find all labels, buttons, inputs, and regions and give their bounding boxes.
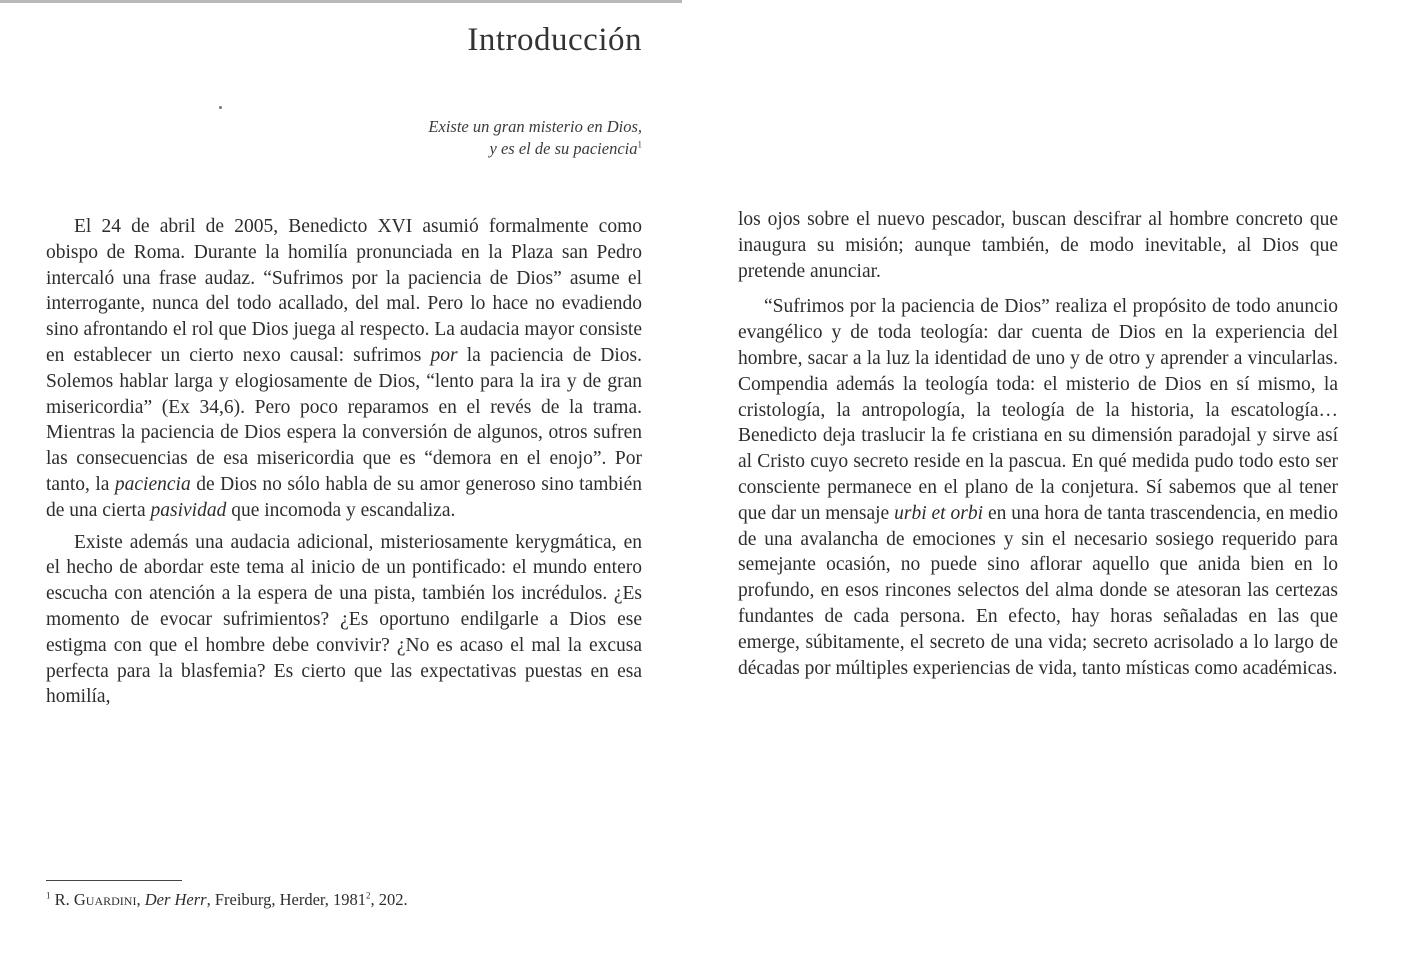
top-rule [0, 0, 682, 3]
epigraph-line-2-text: y es el de su paciencia [489, 139, 638, 158]
left-body-text [46, 214, 642, 716]
epigraph-line-2 [282, 138, 642, 160]
footnote-edition: 2 [366, 890, 371, 901]
epigraph [282, 116, 642, 160]
footnote [46, 889, 408, 911]
footnote-number: 1 [46, 890, 51, 901]
paragraph-1-emphasis-pasividad: pasividad [150, 499, 227, 521]
paragraph-1-part-c: de Dios no sólo habla de su amor generoso sino también de una cierta [46, 473, 642, 521]
footnote-comma: , [136, 890, 145, 909]
right-page [700, 0, 1414, 956]
right-body-text [738, 207, 1338, 691]
paragraph-1-part-a: El 24 de abril de 2005, Benedicto XVI asumió formalmente como obispo de Roma. Durante la homilía pronunciada en la Plaza san Pedro intercaló una frase audaz. “Sufrimos por la paciencia de Dios” asume el interrogante, nunca del todo acallado, del mal. Pero lo hace no evadiendo sino afrontando el rol que Dios juega al respecto. La audacia mayor consiste en establecer un cierto nexo causal: sufrimos [46, 216, 642, 366]
paragraph-1 [46, 214, 642, 524]
footnote-work-title: Der Herr [144, 890, 207, 909]
right-paragraph-1: los ojos sobre el nuevo pescador, buscan descifrar al hombre concreto que inaugura su misión; aunque también, de modo inevitable, al Dios que pretende anunciar. [738, 209, 1338, 282]
paragraph-1-part-b: la paciencia de Dios. Solemos hablar larga y elogiosamente de Dios, “lento para la ira y de gran misericordia” (Ex 34,6). Pero poco reparamos en el revés de la trama. Mientras la paciencia de Dios espera la conversión de algunos, otros sufren las consecuencias de esa misericordia que es “demora en el enojo”. Por tanto, la [46, 344, 642, 495]
footnote-author: R. Guardini [54, 890, 137, 909]
right-paragraph-2-emphasis: urbi et orbi [894, 502, 984, 524]
paragraph-1-emphasis-por: por [430, 344, 458, 366]
footnote-rule [46, 880, 182, 881]
chapter-title: Introducción [467, 22, 642, 58]
paragraph-2: Existe además una audacia adicional, misteriosamente kerygmática, en el hecho de abordar este tema al inicio de un pontificado: el mundo entero escucha con atención a la espera de una pista, también los incrédulos. ¿Es momento de evocar sufrimientos? ¿Es oportuno endilgarle a Dios ese estigma con que el hombre debe convivir? ¿No es acaso el mal la excusa perfecta para la blasfemia? Es cierto que las expectativas puestas en esa homilía, [46, 531, 642, 708]
footnote-publication: , Freiburg, Herder, 1981 [206, 890, 367, 909]
footnote-page: , 202. [370, 890, 408, 909]
epigraph-line-1: Existe un gran misterio en Dios, [428, 117, 642, 136]
right-paragraph-2-part-a: “Sufrimos por la paciencia de Dios” realiza el propósito de todo anuncio evangélico y de toda teología: dar cuenta de Dios en la experiencia del hombre, sacar a la luz la identidad de uno y de otro y aprender a vincularlas. Compendia además la teología toda: el misterio de Dios en sí mismo, la cristología, la antropología, la teología de la historia, la escatología… Benedicto deja traslucir la fe cristiana en su dimensión paradojal y sirve así al Cristo cuyo secreto reside en la pascua. En qué medida pudo todo esto ser consciente permanece en el plano de la conjetura. Sí sabemos que al tener que dar un mensaje [738, 296, 1338, 524]
left-page [0, 0, 682, 956]
paragraph-1-part-d: que incomoda y escandaliza. [226, 499, 456, 521]
right-paragraph-2-part-b: en una hora de tanta trascendencia, en medio de una avalancha de emociones y sin el necesario sosiego requerido para semejante ocasión, no puede sino aflorar aquello que anida bien en lo profundo, en esos rincones selectos del alma donde se atesoran las certezas fundantes de cada persona. En efecto, hay horas señaladas en las que emerge, súbitamente, el secreto de una vida; secreto acrisolado a lo largo de décadas por múltiples experiencias de vida, tanto místicas como académicas. [738, 502, 1338, 679]
right-paragraph-2 [738, 294, 1338, 681]
scan-speck [219, 106, 222, 109]
paragraph-1-emphasis-paciencia: paciencia [114, 473, 191, 495]
footnote-ref: 1 [637, 139, 642, 150]
